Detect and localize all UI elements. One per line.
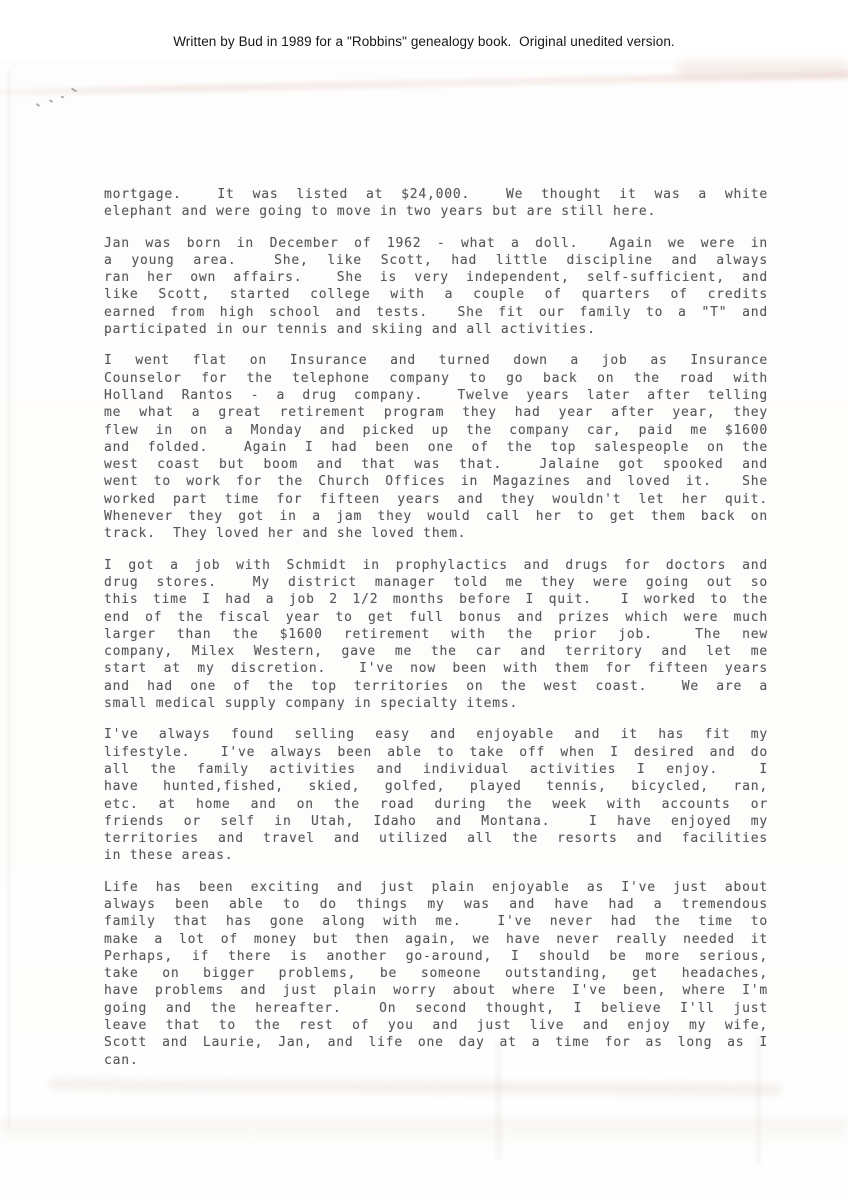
text-line: elephant and were going to move in two years but are still here.: [104, 204, 657, 220]
text-line: always been able to do things my was and have had a tremendous: [104, 896, 768, 912]
paragraph: [104, 352, 768, 542]
scan-artifact-top-right: [678, 62, 848, 76]
text-line: participated in our tennis and skiing and all activities.: [104, 322, 596, 338]
text-line: in these areas.: [104, 848, 234, 864]
text-line: end of the fiscal year to get full bonus and prizes which were much: [104, 609, 768, 625]
text-line: I've always found selling easy and enjoyable and it has fit my: [104, 727, 768, 743]
text-line: west coast but boom and that was that. Jalaine got spooked and: [104, 457, 768, 473]
text-line: going and the hereafter. On second thought, I believe I'll just: [104, 1000, 768, 1016]
text-line: Holland Rantos - a drug company. Twelve years later after telling: [104, 387, 768, 403]
typewritten-text-block: [104, 186, 768, 1083]
text-line: Scott and Laurie, Jan, and life one day at a time for as long as I: [104, 1035, 768, 1051]
text-line: start at my discretion. I've now been with them for fifteen years: [104, 661, 768, 677]
text-line: track. They loved her and she loved them.: [104, 526, 467, 542]
paragraph: [104, 557, 768, 713]
scan-artifact-left-edge: [8, 70, 10, 1130]
text-line: can.: [104, 1052, 139, 1068]
text-line: ran her own affairs. She is very independent, self-sufficient, and: [104, 270, 768, 286]
paragraph: [104, 186, 768, 221]
header-caption: Written by Bud in 1989 for a "Robbins" genealogy book. Original unedited version.: [173, 34, 675, 49]
text-line: and folded. Again I had been one of the top salespeople on the: [104, 439, 768, 455]
paragraph: [104, 726, 768, 864]
paragraph: [104, 879, 768, 1069]
text-line: drug stores. My district manager told me they were going out so: [104, 574, 768, 590]
text-line: Life has been exciting and just plain enjoyable as I've just about: [104, 879, 768, 895]
text-line: have hunted,fished, skied, golfed, played tennis, bicycled, ran,: [104, 779, 768, 795]
text-line: me what a great retirement program they had year after year, they: [104, 405, 768, 421]
text-line: this time I had a job 2 1/2 months before I quit. I worked to the: [104, 592, 768, 608]
text-line: friends or self in Utah, Idaho and Montana. I have enjoyed my: [104, 813, 768, 829]
text-line: went to work for the Church Offices in Magazines and loved it. She: [104, 474, 768, 490]
text-line: all the family activities and individual activities I enjoy. I: [104, 761, 768, 777]
text-line: territories and travel and utilized all the resorts and facilities: [104, 831, 768, 847]
text-line: I went flat on Insurance and turned down a job as Insurance: [104, 353, 768, 369]
text-line: I got a job with Schmidt in prophylactics and drugs for doctors and: [104, 557, 768, 573]
scan-artifact-bottom-fade: [0, 1118, 848, 1154]
text-line: Jan was born in December of 1962 - what a doll. Again we were in: [104, 235, 768, 251]
text-line: small medical supply company in specialty items.: [104, 696, 519, 712]
text-line: lifestyle. I've always been able to take off when I desired and do: [104, 744, 768, 760]
text-line: earned from high school and tests. She fit our family to a "T" and: [104, 304, 768, 320]
text-line: take on bigger problems, be someone outstanding, get headaches,: [104, 966, 768, 982]
paragraph: [104, 235, 768, 339]
text-line: flew in on a Monday and picked up the company car, paid me $1600: [104, 422, 768, 438]
text-line: like Scott, started college with a couple of quarters of credits: [104, 287, 768, 303]
text-line: and had one of the top territories on the west coast. We are a: [104, 678, 768, 694]
text-line: make a lot of money but then again, we have never really needed it: [104, 931, 768, 947]
text-line: a young area. She, like Scott, had little discipline and always: [104, 252, 768, 268]
text-line: mortgage. It was listed at $24,000. We thought it was a white: [104, 187, 768, 202]
text-line: have problems and just plain worry about where I've been, where I'm: [104, 983, 768, 999]
text-line: larger than the $1600 retirement with the prior job. The new: [104, 626, 768, 642]
text-line: family that has gone along with me. I've never had the time to: [104, 914, 768, 930]
scan-artifact-top-band: [0, 71, 848, 96]
text-line: company, Milex Western, gave me the car and territory and let me: [104, 644, 768, 660]
text-line: Whenever they got in a jam they would call her to get them back on: [104, 509, 768, 525]
text-line: leave that to the rest of you and just live and enjoy my wife,: [104, 1018, 768, 1034]
text-line: etc. at home and on the road during the week with accounts or: [104, 796, 768, 812]
text-line: Counselor for the telephone company to go back on the road with: [104, 370, 768, 386]
text-line: Perhaps, if there is another go-around, I should be more serious,: [104, 948, 768, 964]
text-line: worked part time for fifteen years and they wouldn't let her quit.: [104, 491, 768, 507]
